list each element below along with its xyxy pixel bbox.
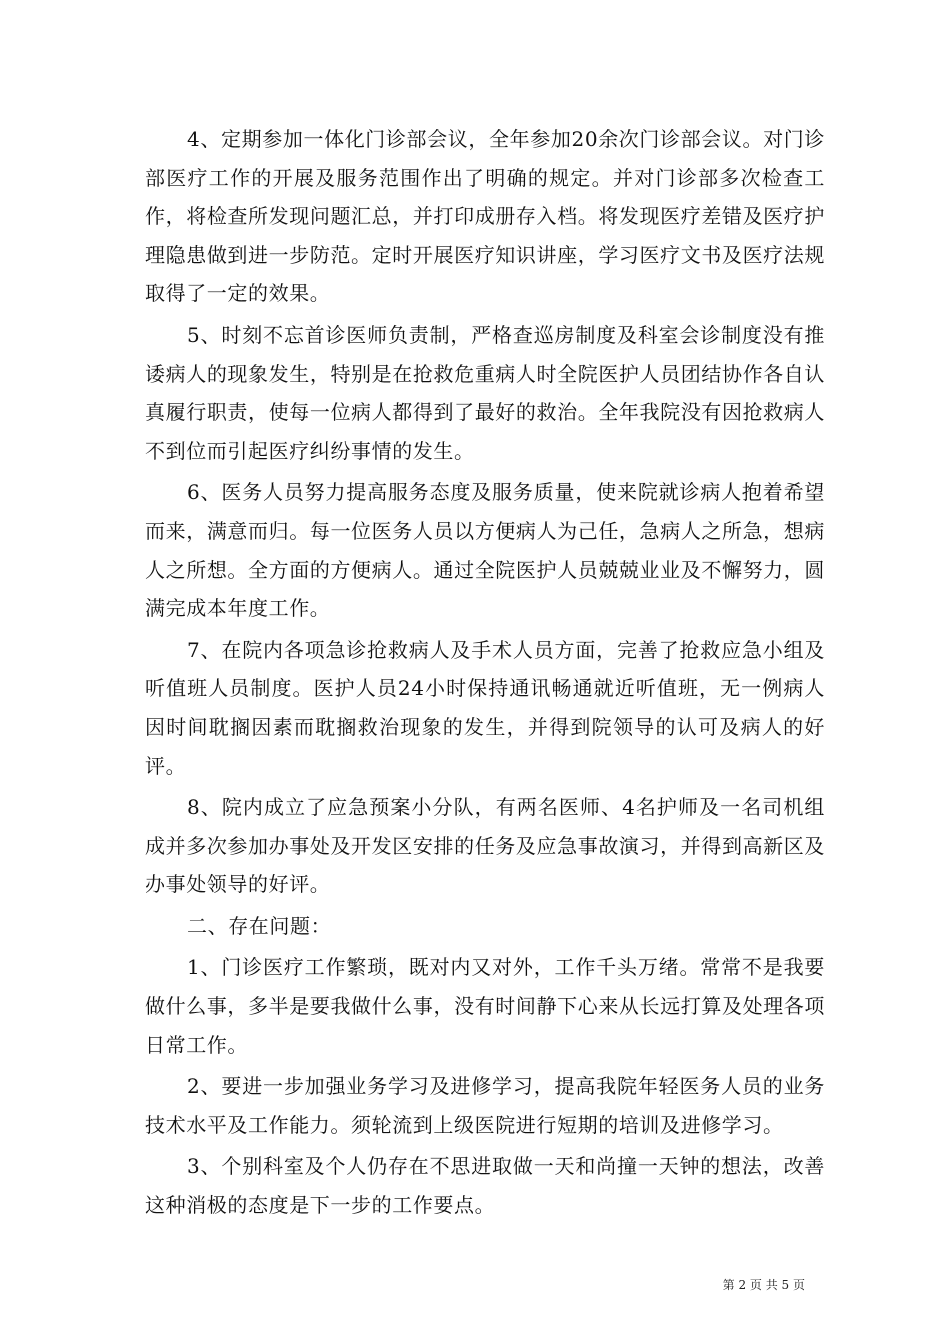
section-heading-problems: 二、存在问题： [187,913,332,938]
problem-item-2: 2、要进一步加强业务学习及进修学习，提高我院年轻医务人员的业务技术水平及工作能力。须轮流到上级医院进行短期的培训及进修学习。 [145,1074,825,1137]
paragraph-item-7: 7、在院内各项急诊抢救病人及手术人员方面，完善了抢救应急小组及听值班人员制度。医护人员24小时保持通讯畅通就近听值班，无一例病人因时间耽搁因素而耽搁救治现象的发生，并得到院领导的认可及病人的好评。 [145,637,825,778]
paragraph-item-8: 8、院内成立了应急预案小分队，有两名医师、4名护师及一名司机组成并多次参加办事处及开发区安排的任务及应急事故演习，并得到高新区及办事处领导的好评。 [145,795,825,897]
paragraph-item-4: 4、定期参加一体化门诊部会议，全年参加20余次门诊部会议。对门诊部医疗工作的开展及服务范围作出了明确的规定。并对门诊部多次检查工作，将检查所发现问题汇总，并打印成册存入档。将发现医疗差错及医疗护理隐患做到进一步防范。定时开展医疗知识讲座，学习医疗文书及医疗法规取得了一定的效果。 [145,127,825,306]
paragraph-item-5: 5、时刻不忘首诊医师负责制，严格查巡房制度及科室会诊制度没有推诿病人的现象发生，特别是在抢救危重病人时全院医护人员团结协作各自认真履行职责，使每一位病人都得到了最好的救治。全年我院没有因抢救病人不到位而引起医疗纠纷事情的发生。 [145,322,825,463]
document-body [145,120,825,1228]
page-number: 第 2 页 共 5 页 [722,1278,805,1292]
problem-item-1: 1、门诊医疗工作繁琐，既对内又对外，工作千头万绪。常常不是我要做什么事，多半是要我做什么事，没有时间静下心来从长远打算及处理各项日常工作。 [145,955,825,1057]
problem-item-3: 3、个别科室及个人仍存在不思进取做一天和尚撞一天钟的想法，改善这种消极的态度是下一步的工作要点。 [145,1154,825,1218]
paragraph-item-6: 6、医务人员努力提高服务态度及服务质量，使来院就诊病人抱着希望而来，满意而归。每一位医务人员以方便病人为己任，急病人之所急，想病人之所想。全方面的方便病人。通过全院医护人员兢兢业业及不懈努力，圆满完成本年度工作。 [145,480,825,621]
